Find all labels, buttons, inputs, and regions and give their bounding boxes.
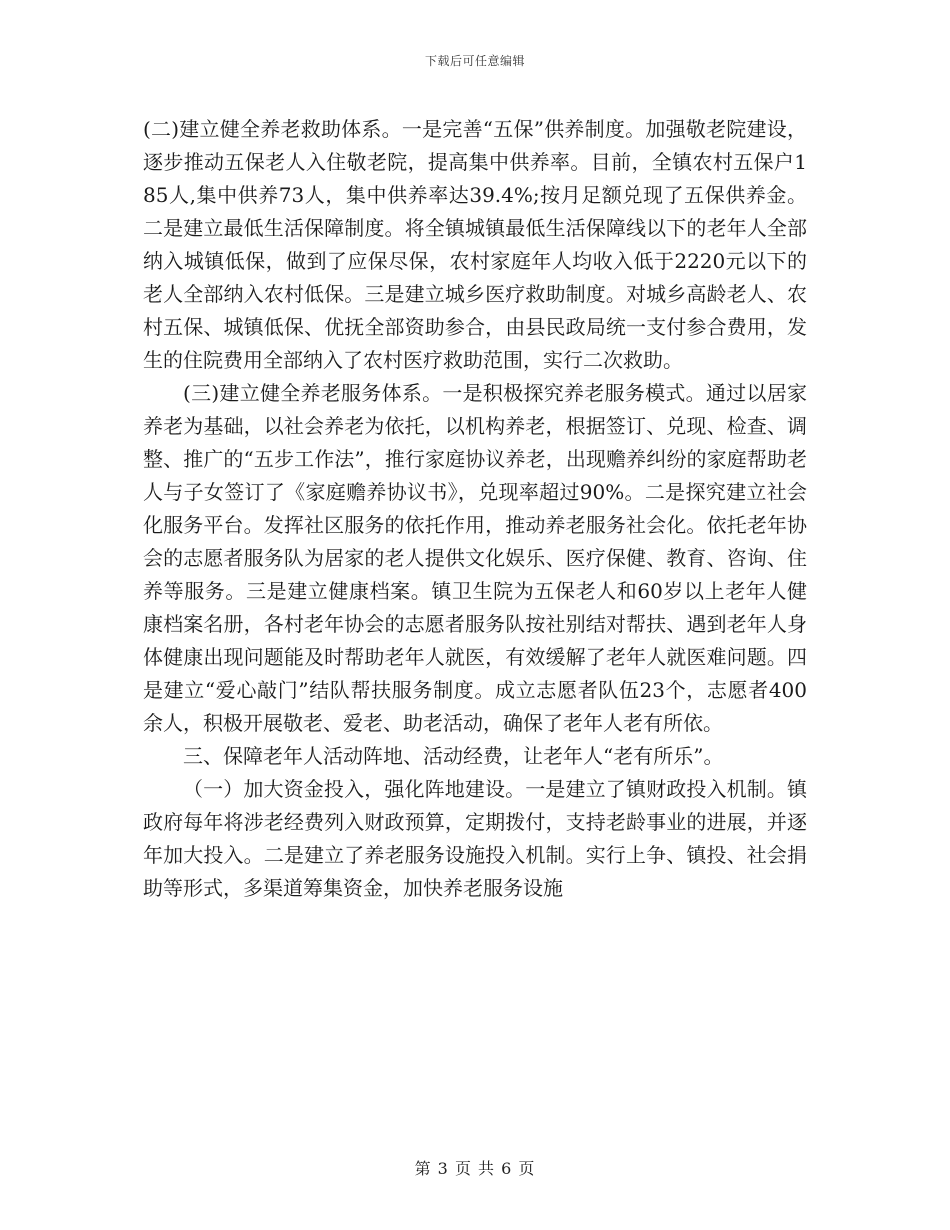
page-header: 下载后可任意编辑	[424, 54, 525, 68]
page-number-footer: 第 3 页 共 6 页	[414, 1159, 536, 1178]
paragraph-elderly-service-system: (三)建立健全养老服务体系。一是积极探究养老服务模式。通过以居家养老为基础，以社会养老为依托，以机构养老，根据签订、兑现、检查、调整、推广的“五步工作法”，推行家庭协议养老，出现赡养纠纷的家庭帮助老人与子女签订了《家庭赡养协议书》，兑现率超过90%。二是探究建立社会化服务平台。发挥社区服务的依托作用，推动养老服务社会化。依托老年协会的志愿者服务队为居家的老人提供文化娱乐、医疗保健、教育、咨询、住养等服务。三是建立健康档案。镇卫生院为五保老人和60岁以上老年人健康档案名册，各村老年协会的志愿者服务队按社别结对帮扶、遇到老年人身体健康出现问题能及时帮助老年人就医，有效缓解了老年人就医难问题。四是建立“爱心敲门”结队帮扶服务制度。成立志愿者队伍23个，志愿者400余人，积极开展敬老、爱老、助老活动，确保了老年人老有所依。	[143, 381, 807, 735]
paragraph-funding-investment: （一）加大资金投入，强化阵地建设。一是建立了镇财政投入机制。镇政府每年将涉老经费列入财政预算，定期拨付，支持老龄事业的进展，并逐年加大投入。二是建立了养老服务设施投入机制。实行上争、镇投、社会捐助等形式，多渠道筹集资金，加快养老服务设施	[143, 777, 807, 900]
section-heading-activity-venues: 三、保障老年人活动阵地、活动经费，让老年人“老有所乐”。	[183, 744, 724, 768]
paragraph-elderly-relief-system: (二)建立健全养老救助体系。一是完善“五保”供养制度。加强敬老院建设，逐步推动五保老人入住敬老院，提高集中供养率。目前，全镇农村五保户185人,集中供养73人，集中供养率达39.4%;按月足额兑现了五保供养金。二是建立最低生活保障制度。将全镇城镇最低生活保障线以下的老年人全部纳入城镇低保，做到了应保尽保，农村家庭年人均收入低于2220元以下的老人全部纳入农村低保。三是建立城乡医疗救助制度。对城乡高龄老人、农村五保、城镇低保、优抚全部资助参合，由县民政局统一支付参合费用，发生的住院费用全部纳入了农村医疗救助范围，实行二次救助。	[143, 117, 807, 372]
document-body	[143, 113, 807, 905]
